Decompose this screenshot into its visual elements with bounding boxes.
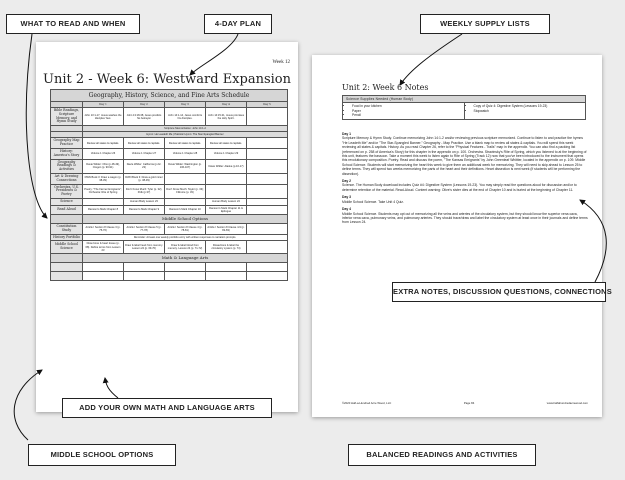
schedule-cell [247,149,288,160]
day-note-text: Middle School Science. Take Unit 4 Quiz. [342,199,404,204]
schedule-cell: Don't Know Much: Tyler (p. 32); Polk (p.37) [124,184,165,198]
callout-add-math: ADD YOUR OWN MATH AND LANGUAGE ARTS [62,398,272,418]
footer-website: www.halfahundredacrewood.com [546,401,588,405]
blank-cell [206,262,247,271]
schedule-cell: Ransom's Mark Chapter 11 & Epilogue [206,205,247,214]
math-title: Math & Language Arts [83,253,288,262]
schedule-cell: Article I Section 8 Clause 4 (p. 78-81) [165,224,206,235]
day-header: Day 3 [165,102,206,108]
schedule-cell: Review all states & capitals. [165,138,206,149]
schedule-cell: Davie Wilder: Alaska (p.16-17) [206,159,247,173]
day-note-text: Scripture Memory & Hymn Study. Continue memorizing John 14:1-2 and/or reviewing previous scripture memorized. Continue to listen to and practice the hymns "He Leadeth Me" and/or "The Star-Spangled Banner." Geography - Map Practice. Use a blank map to review all states & capitals. You will spend this week reviewing all states & capitals. History. As you read Chapter 26, refer to the "Physical Features - Trails" map in the appendix. You can also find a packing list (referenced on p. 258 of America's Story) for this chapter in the appendix on p. 100. Orchestra. Stravinsky's Rite of Spring, which you listened to at the beginning of this unit, features the bassoon. Take a moment this week to listen again to Rite of Spring (Track 12) now that you've been introduced to the instrument that opens this revolutionary composition. Poetry. Read and discuss the poem, "The Kansas Emigrants" by John Greenleaf Whittier, located in the appendix on p. 109. Middle School Science. Students will start memorizing the heart this week to give them an additional week for memorizing. They will need to skip ahead to Lesson 25 to define terms. They will spend two weeks memorizing the parts of the heart and their definitions. Heart dissection is next week (if students will be performing the dissection). [342,136,587,176]
schedule-cell [247,184,288,198]
day-header: Day 5 [247,102,288,108]
schedule-cell: Draw & label heart from memory. Lesson 24 (p. 69-70) [124,241,165,253]
day-note-text: Science. The Human Body download includes Quiz #4: Digestive System (Lessons 19-23). You may simply read the questions aloud for discussion and/or to determine retention of the material. Read-Aloud. Content warning: Olive's sister dies at the end of Chapter 10 and is buried at the beginning of Chapter 11. [342,183,577,192]
schedule-cell [247,174,288,185]
callout-4day-plan: 4-DAY PLAN [204,14,272,34]
schedule-cell: Article I Section 8 Clause 3 (p. 75-76) [83,224,124,235]
blank-cell [51,262,83,271]
schedule-row [51,224,288,235]
daily-notes [342,129,588,225]
schedule-cell: Ransom's Mark Chapter 9 [124,205,165,214]
scripture-banner: Scripture Memorization: John 14:1-2 [83,126,288,132]
schedule-cell: Dissections & label the circulatory system (p. 74) [206,241,247,253]
day-header: Day 4 [206,102,247,108]
schedule-cell: Volume 1 Chapter 26 [83,149,124,160]
supply-item: • Copy of Quiz 4: Digestive System (Lessons 19-23) [474,104,583,108]
schedule-cell: John 13:1-17, Jesus washes the disciples' feet. [83,108,124,126]
schedule-cell: Poetry: "The Farmer Emigrants"; Orchestra: Rite of Spring [83,184,124,198]
schedule-cell: Davie Wilder: Washington (p. 106-107) [165,159,206,173]
schedule-cell: John 13:18-38, Jesus predicts his betrayal. [124,108,165,126]
page-footer [342,401,588,405]
schedule-row [51,149,288,160]
schedule-title: Geography, History, Science, and Fine Arts Schedule [51,90,288,102]
schedule-cell: Davie Wilder: California (p.22-23) [124,159,165,173]
blank-cell [83,262,124,271]
blank-row [51,262,288,271]
subject-label: Middle School Science [51,241,83,253]
blank-cell [165,271,206,280]
schedule-cell [247,108,288,126]
schedule-row [51,174,288,185]
blank-cell [247,271,288,280]
schedule-cell: Review all states & capitals. [83,138,124,149]
callout-weekly-supply: WEEKLY SUPPLY LISTS [420,14,550,34]
math-header-row [51,253,288,262]
footer-page-number: Page 84 [463,401,475,405]
blank-cell [83,271,124,280]
schedule-cell: DWN Book 3: Draw a gold miner (p. 38-39) [124,174,165,185]
schedule-cell: Davie Wilder: Ohio (p.48-49), Oregon (p. 90-91) [83,159,124,173]
schedule-cell: Draw & label blood from memory. Lesson 24 (p. 71-72) [165,241,206,253]
schedule-cell: Draw bone & heart tissue (p. 68). Define terms from Lesson 23 [83,241,124,253]
header-spacer [51,215,83,224]
schedule-cell [206,174,247,185]
schedule-cell [247,138,288,149]
supply-list-right [468,104,583,113]
schedule-cell [247,241,288,253]
schedule-cell: Reminder: At least one weekly portfolio entry with written responses to narration prompts. [83,234,288,241]
blank-cell [206,271,247,280]
subject-label: Orchestra, U.S. Presidents & Poetry [51,184,83,198]
blank-cell [165,262,206,271]
schedule-cell [247,159,288,173]
callout-what-to-read: WHAT TO READ AND WHEN [6,14,140,34]
blank-cell [124,271,165,280]
hymn-banner: Hymn: He Leadeth Me | Patriotic Hymn: The Star-Spangled Banner [83,132,288,138]
blank-row [51,271,288,280]
schedule-cell: Review all states & capitals. [124,138,165,149]
supply-item: • Paper [352,109,461,113]
schedule-cell: Volume 1 Chapter 29 [206,149,247,160]
day-header: Day 1 [83,102,124,108]
callout-balanced: BALANCED READINGS AND ACTIVITIES [348,444,536,466]
supply-item: • Pencil [352,113,461,117]
subject-label: Constitution Study [51,224,83,235]
notes-page [312,55,602,417]
footer-copyright: ©2020 Half-a-Hundred Acre Wood, LLC [342,401,392,405]
schedule-row [51,138,288,149]
supply-table [342,95,586,120]
blank-cell [51,271,83,280]
schedule-row [51,199,288,206]
subject-label: Geography Map Practice [51,138,83,149]
schedule-cell: Volume 1 Chapter 28 [165,149,206,160]
schedule-cell: Article I Section 8 Clause 5 (p. 77-78) [124,224,165,235]
week-tag: Week 12 [272,60,290,65]
schedule-cell [247,205,288,214]
day-heading: Day 4 [342,207,352,212]
schedule-cell: Human Body Lesson 24 [206,199,247,206]
schedule-cell: Article I Section 8 Clause 4-9 (p. 82-83) [206,224,247,235]
schedule-cell: Ransom's Mark Chapter 10 [165,205,206,214]
day-heading: Day 3 [342,195,352,200]
unit-title: Unit 2 - Week 6: Westward Expansion [43,72,291,87]
callout-middle-school: MIDDLE SCHOOL OPTIONS [28,444,176,466]
schedule-cell: DWN Book 3: Draw a wagon (p. 38-39) [83,174,124,185]
schedule-cell: John 14:15-31, Jesus promises the Holy Spirit. [206,108,247,126]
subject-label: History Portfolio [51,234,83,241]
supply-item: • Food in your kitchen [352,104,461,108]
schedule-cell [165,174,206,185]
schedule-row [51,205,288,214]
schedule-row [51,241,288,253]
callout-extra-notes: EXTRA NOTES, DISCUSSION QUESTIONS, CONNECTIONS [392,282,606,302]
supply-list-left [346,104,461,117]
schedule-row [51,184,288,198]
header-spacer [51,253,83,262]
day-heading: Day 1 [342,132,352,136]
schedule-cell: Don't Know Much: Taylor (p. 33); Fillmore (p. 33) [165,184,206,198]
schedule-cell: Review all states & capitals. [206,138,247,149]
supply-item: • Stopwatch [474,109,583,113]
schedule-cell [165,199,206,206]
subject-label: Science [51,199,83,206]
schedule-cell [247,199,288,206]
schedule-table [50,89,288,281]
middle-school-title: Middle School Options [83,215,288,224]
schedule-cell: Ransom's Mark Chapter 8 [83,205,124,214]
schedule-row [51,234,288,241]
schedule-cell [83,199,124,206]
schedule-cell [247,224,288,235]
day-note-text: Middle School Science. Students may opt out of memorizing all the veins and arteries of the circulatory system, but they should know the superior vena cava, inferior vena cava, pulmonary veins, and pulmonary arteries. They should trace/draw and label the circulatory system at least once in their journals and define terms from Lesson 24. [342,211,588,225]
subject-label: Geography Readings & Activities [51,159,83,173]
schedule-cell [206,184,247,198]
supply-heading: Science Supplies Needed (Human Body) [343,96,586,103]
subject-label: Bible Readings, Scripture Memory, and Hymn Study [51,108,83,126]
blank-cell [124,262,165,271]
blank-cell [247,262,288,271]
schedule-cell: John 14:1-14, Jesus comforts his disciples. [165,108,206,126]
subject-label: Art & Drawing Connections [51,174,83,185]
middle-school-header-row [51,215,288,224]
schedule-row [51,159,288,173]
day-heading: Day 2 [342,179,352,184]
day-header: Day 2 [124,102,165,108]
schedule-row [51,108,288,126]
schedule-cell: Volume 1 Chapter 27 [124,149,165,160]
schedule-page [36,42,298,412]
notes-title: Unit 2: Week 6 Notes [342,83,429,92]
subject-label: Read Aloud [51,205,83,214]
subject-label: History: America's Story [51,149,83,160]
schedule-cell: Human Body Lesson 23 [124,199,165,206]
